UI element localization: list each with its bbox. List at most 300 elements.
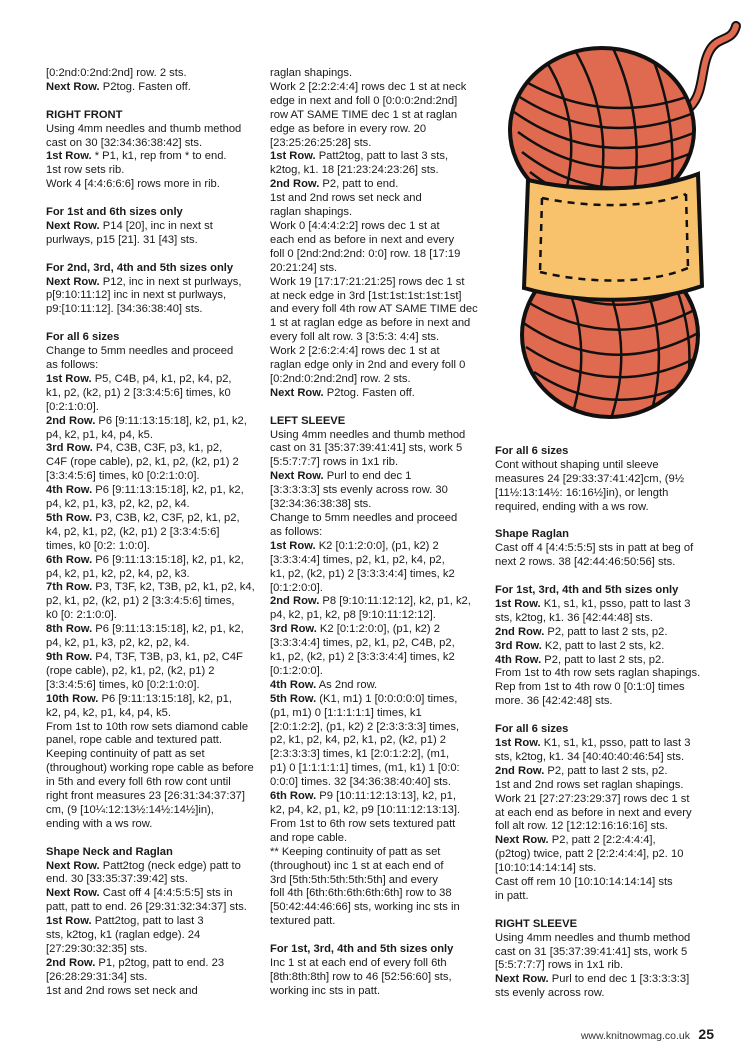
line-text: textured patt.	[270, 915, 336, 928]
pattern-line	[495, 542, 720, 556]
line-text: As 2nd row.	[316, 678, 378, 691]
pattern-line	[495, 640, 720, 654]
line-text: From 1st to 4th row sets raglan shapings.	[495, 667, 701, 680]
line-text: foll alt row. 12 [12:12:16:16:16] sts.	[495, 820, 668, 833]
pattern-line	[495, 501, 720, 515]
pattern-line	[270, 387, 485, 401]
pattern-section	[46, 206, 261, 248]
pattern-line	[495, 473, 720, 487]
pattern-line	[270, 109, 485, 123]
row-label: 1st Row.	[46, 372, 92, 385]
line-text: P5, C4B, p4, k1, p2, k4, p2,	[91, 372, 232, 385]
pattern-section	[495, 723, 720, 904]
line-text: P6 [9:11:13:15:18], k2, p1, k2,	[95, 414, 247, 427]
line-text: raglan edge only in 2nd and every foll 0	[270, 359, 466, 372]
pattern-line	[270, 790, 485, 804]
pattern-line	[46, 985, 261, 999]
line-text: P6 [9:11:13:15:18], k2, p1,	[98, 692, 232, 705]
line-text: edge in next and foll 0 [0:0:0:2nd:2nd]	[270, 94, 458, 107]
pattern-line	[495, 654, 720, 668]
pattern-section	[46, 262, 261, 318]
pattern-section	[270, 67, 485, 401]
line-text: [11½:13:14½: 16:16½]in), or length	[495, 486, 669, 499]
line-text: (throughout) inc 1 st at each end of	[270, 859, 444, 872]
line-text: Work 19 [17:17:21:21:25] rows dec 1 st	[270, 275, 465, 288]
line-text: Work 2 [2:2:2:4:4] rows dec 1 st at neck	[270, 80, 467, 93]
pattern-line	[46, 289, 261, 303]
line-text: C4F (rope cable), p2, k1, p2, (k2, p1) 2	[46, 456, 239, 469]
pattern-line	[270, 470, 485, 484]
pattern-line	[270, 276, 485, 290]
ball-of-yarn-icon	[500, 12, 750, 442]
line-text: k2, p4, k2, p1, k4, p4, k5.	[46, 706, 172, 719]
pattern-line	[270, 206, 485, 220]
pattern-line	[270, 776, 485, 790]
line-text: [0:1:2:0:0].	[270, 664, 323, 677]
pattern-line	[46, 345, 261, 359]
pattern-line	[270, 512, 485, 526]
line-text: P4, T3F, T3B, p3, k1, p2, C4F	[92, 651, 243, 663]
section-heading: For all 6 sizes	[495, 445, 569, 457]
line-text: in 5th and every foll 6th row cont until	[46, 776, 231, 789]
line-text: ** Keeping continuity of patt as set	[270, 845, 441, 858]
line-text: required, ending with a ws row.	[495, 500, 649, 513]
pattern-line	[270, 95, 485, 109]
line-text: p4, k2, p1, k4, p4, k5.	[46, 428, 153, 441]
pattern-line	[270, 721, 485, 735]
pattern-line	[270, 832, 485, 846]
pattern-line	[270, 429, 485, 443]
pattern-line	[270, 609, 485, 623]
line-text: P2, patt to last 2 sts, p2.	[544, 625, 668, 638]
section-heading: Shape Neck and Raglan	[46, 845, 173, 858]
pattern-line	[46, 178, 261, 192]
pattern-line	[46, 651, 261, 665]
line-text: p2, k1, p2, k4, p2, k1, p2, (k2, p1) 2	[270, 734, 446, 747]
pattern-line	[46, 303, 261, 317]
text-column-2	[270, 67, 485, 999]
pattern-line	[46, 373, 261, 387]
pattern-line	[270, 498, 485, 512]
section-heading: For all 6 sizes	[495, 723, 569, 736]
pattern-line	[495, 459, 720, 473]
pattern-line	[46, 220, 261, 234]
pattern-line	[270, 874, 485, 888]
pattern-line	[270, 971, 485, 985]
pattern-line	[46, 595, 261, 609]
pattern-line	[46, 790, 261, 804]
line-text: [5:5:7:7:7] rows in 1x1 rib.	[270, 456, 399, 469]
line-text: [3:3:3:4:4] times, p2, k1, p2, k4, p2,	[270, 553, 445, 566]
pattern-line	[46, 359, 261, 373]
line-text: Using 4mm needles and thumb method	[270, 428, 466, 441]
line-text: measures 24 [29:33:37:41:42]cm, (9½	[495, 472, 685, 485]
line-text: Patt2tog, patt to last 3	[91, 915, 204, 928]
pattern-line	[46, 123, 261, 137]
pattern-line	[270, 234, 485, 248]
line-text: [8th:8th:8th] row to 46 [52:56:60] sts,	[270, 970, 452, 983]
pattern-line	[46, 637, 261, 651]
pattern-line	[270, 359, 485, 373]
section-heading: LEFT SLEEVE	[270, 414, 346, 427]
yarn-strand-color	[690, 26, 736, 107]
line-text: [3:3:4:5:6] times, k0 [0:2:1:0:0].	[46, 678, 200, 691]
pattern-line	[46, 484, 261, 498]
pattern-line	[270, 540, 485, 554]
line-text: K2, patt to last 2 sts, k2.	[541, 639, 665, 652]
line-text: P6 [9:11:13:15:18], k2, p1, k2,	[92, 553, 244, 566]
pattern-line	[495, 820, 720, 834]
pattern-line	[495, 751, 720, 765]
pattern-line	[270, 748, 485, 762]
row-label: 2nd Row.	[46, 414, 96, 427]
pattern-line	[495, 667, 720, 681]
line-text: foll 0 [2nd:2nd:2nd: 0:0] row. 18 [17:19	[270, 247, 461, 260]
pattern-line	[495, 556, 720, 570]
line-text: Cast off rem 10 [10:10:14:14:14] sts	[495, 876, 673, 889]
pattern-line	[495, 932, 720, 946]
pattern-line	[270, 985, 485, 999]
line-text: k1, p2, (k2, p1) 2 [3:3:3:4:4] times, k2	[270, 651, 455, 664]
line-text: p[9:10:11:12] inc in next st purlways,	[46, 289, 227, 302]
row-label: 5th Row.	[270, 692, 317, 705]
line-text: Work 2 [2:6:2:4:4] rows dec 1 st at	[270, 345, 440, 358]
row-label: 10th Row.	[46, 692, 99, 705]
pattern-line	[270, 262, 485, 276]
line-text: P2tog. Fasten off.	[99, 80, 191, 93]
line-text: p9:[10:11:12]. [34:36:38:40] sts.	[46, 303, 203, 316]
line-text: p2, k1, p2, (k2, p1) 2 [3:3:4:5:6] times,	[46, 595, 235, 608]
page-number: 25	[698, 1026, 714, 1042]
pattern-line	[270, 164, 485, 178]
row-label: 1st Row.	[46, 915, 92, 928]
pattern-line	[270, 123, 485, 137]
line-text: k4, p2, k1, p2, (k2, p1) 2 [3:3:4:5:6]	[46, 525, 220, 538]
row-label: 2nd Row.	[495, 764, 545, 777]
pattern-line	[46, 429, 261, 443]
pattern-line	[46, 150, 261, 164]
pattern-line	[270, 707, 485, 721]
line-text: * P1, k1, rep from * to end.	[91, 150, 227, 163]
line-text: k2tog, k1. 18 [21:23:24:23:26] sts.	[270, 164, 439, 177]
pattern-line	[495, 973, 720, 987]
line-text: 20:21:24] sts.	[270, 261, 338, 274]
line-text: every foll alt row. 3 [3:5:3: 4:4] sts.	[270, 331, 440, 344]
line-text: working inc sts in patt.	[270, 984, 381, 997]
pattern-section	[46, 67, 261, 95]
line-text: [32:34:36:38:38] sts.	[270, 498, 372, 511]
line-text: p4, k2, p1, k2, p2, k4, p2, k3.	[46, 567, 190, 580]
line-text: end. 30 [33:35:37:39:42] sts.	[46, 873, 188, 886]
pattern-line	[46, 498, 261, 512]
pattern-line	[46, 943, 261, 957]
pattern-line	[270, 484, 485, 498]
line-text: cast on 31 [35:37:39:41:41] sts, work 5	[270, 442, 463, 455]
page-footer	[581, 1026, 714, 1044]
section-heading: For 1st and 6th sizes only	[46, 206, 183, 219]
line-text: P2tog. Fasten off.	[323, 386, 415, 399]
section-heading: For all 6 sizes	[46, 331, 120, 344]
line-text: [5:5:7:7:7] rows in 1x1 rib.	[495, 959, 624, 972]
line-text: sts evenly across row.	[495, 987, 605, 1000]
pattern-line	[46, 971, 261, 985]
pattern-line	[46, 762, 261, 776]
pattern-line	[46, 957, 261, 971]
pattern-line	[46, 401, 261, 415]
pattern-line	[270, 762, 485, 776]
line-text: 1st and 2nd rows set neck and	[270, 192, 422, 205]
pattern-line	[270, 192, 485, 206]
line-text: [27:29:30:32:35] sts.	[46, 943, 148, 956]
pattern-line	[270, 442, 485, 456]
line-text: [2:0:1:2:2], (p1, k2) 2 [2:3:3:3:3] times,	[270, 720, 460, 733]
pattern-line	[46, 568, 261, 582]
line-text: From 1st to 10th row sets diamond cable	[46, 720, 249, 733]
pattern-line	[46, 860, 261, 874]
line-text: as follows:	[46, 358, 99, 371]
pattern-line	[495, 876, 720, 890]
pattern-line	[495, 626, 720, 640]
row-label: 3rd Row.	[270, 623, 317, 636]
pattern-line	[270, 693, 485, 707]
pattern-line	[46, 415, 261, 429]
line-text: Work 21 [27:27:23:29:37] rows dec 1 st	[495, 792, 690, 805]
line-text: (rope cable), p2, k1, p2, (k2, p1) 2	[46, 664, 215, 677]
pattern-line	[46, 707, 261, 721]
section-heading: RIGHT SLEEVE	[495, 917, 578, 930]
line-text: [3:3:3:3:3] sts evenly across row. 30	[270, 484, 448, 497]
pattern-line	[270, 331, 485, 345]
pattern-line	[270, 818, 485, 832]
line-text: as follows:	[270, 525, 323, 538]
pattern-line	[46, 470, 261, 484]
line-text: P12, inc in next st purlways,	[99, 275, 242, 288]
pattern-line	[46, 693, 261, 707]
pattern-line	[270, 373, 485, 387]
line-text: P2, patt to last 2 sts, p2.	[541, 653, 665, 666]
row-label: 2nd Row.	[270, 178, 320, 191]
pattern-line	[270, 804, 485, 818]
line-text: 0:0:0] times. 32 [34:36:38:40:40] sts.	[270, 776, 451, 789]
line-text: Change to 5mm needles and proceed	[46, 345, 234, 358]
line-text: 1st and 2nd rows set neck and	[46, 984, 198, 997]
pattern-line	[46, 804, 261, 818]
pattern-line	[270, 860, 485, 874]
row-label: Next Row.	[270, 386, 324, 399]
line-text: k2, p4, k2, p1, k2, p9 [10:11:12:13:13].	[270, 804, 461, 817]
line-text: 1 st at raglan edge as before in next and	[270, 317, 471, 330]
line-text: and every foll 4th row AT SAME TIME dec	[270, 303, 478, 316]
pattern-line	[270, 901, 485, 915]
line-text: [2:3:3:3:3] times, k1 [2:0:1:2:2], (m1,	[270, 748, 450, 761]
line-text: right front measures 23 [26:31:34:37:37]	[46, 790, 246, 803]
row-label: Next Row.	[46, 275, 100, 288]
row-label: 4th Row.	[495, 653, 542, 666]
row-label: Next Row.	[495, 973, 549, 986]
line-text: Patt2tog (neck edge) patt to	[99, 859, 241, 872]
pattern-line	[270, 887, 485, 901]
row-label: 1st Row.	[495, 736, 541, 749]
pattern-section	[46, 109, 261, 192]
pattern-line	[46, 276, 261, 290]
row-label: 6th Row.	[270, 790, 317, 803]
footer-website: www.knitnowmag.co.uk	[580, 1030, 690, 1042]
line-text: sts, k2tog, k1 (raglan edge). 24	[46, 929, 201, 942]
row-label: Next Row.	[46, 887, 100, 900]
line-text: [0:1:2:0:0].	[270, 581, 323, 594]
pattern-line	[46, 81, 261, 95]
section-heading: For 1st, 3rd, 4th and 5th sizes only	[495, 584, 679, 597]
section-heading: For 1st, 3rd, 4th and 5th sizes only	[270, 943, 454, 956]
pattern-line	[270, 303, 485, 317]
line-text: P14 [20], inc in next st	[99, 219, 213, 232]
pattern-line	[495, 612, 720, 626]
pattern-line	[270, 220, 485, 234]
pattern-section	[46, 331, 261, 832]
pattern-line	[270, 846, 485, 860]
line-text: [0:2nd:0:2nd:2nd] row. 2 sts.	[270, 372, 411, 385]
row-label: Next Row.	[46, 80, 100, 93]
pattern-line	[46, 234, 261, 248]
pattern-line	[270, 67, 485, 81]
line-text: row AT SAME TIME dec 1 st at raglan	[270, 108, 458, 121]
pattern-section	[495, 584, 720, 709]
section-heading: RIGHT FRONT	[46, 108, 123, 121]
pattern-line	[495, 848, 720, 862]
pattern-line	[495, 598, 720, 612]
line-text: times, k0 [0:2: 1:0:0].	[46, 539, 150, 552]
line-text: more. 36 [42:42:48] sts.	[495, 695, 613, 708]
row-label: 5th Row.	[46, 511, 93, 524]
line-text: Rep from 1st to 4th row 0 [0:1:0] times	[495, 681, 685, 694]
pattern-line	[46, 873, 261, 887]
pattern-line	[270, 137, 485, 151]
pattern-line	[270, 957, 485, 971]
pattern-line	[46, 554, 261, 568]
row-label: Next Row.	[46, 219, 100, 232]
pattern-line	[495, 890, 720, 904]
pattern-line	[46, 818, 261, 832]
line-text: K2 [0:1:2:0:0], (p1, k2) 2	[315, 539, 439, 552]
line-text: Keeping continuity of patt as set	[46, 748, 205, 761]
line-text: edge as before in every row. 20	[270, 122, 427, 135]
pattern-line	[495, 681, 720, 695]
pattern-line	[495, 834, 720, 848]
pattern-line	[46, 456, 261, 470]
line-text: next 2 rows. 38 [42:44:46:50:56] sts.	[495, 556, 676, 569]
pattern-line	[270, 178, 485, 192]
pattern-line	[46, 776, 261, 790]
pattern-line	[270, 582, 485, 596]
pattern-line	[46, 609, 261, 623]
pattern-section	[495, 918, 720, 1001]
pattern-line	[270, 595, 485, 609]
pattern-line	[46, 67, 261, 81]
pattern-line	[270, 456, 485, 470]
pattern-line	[270, 734, 485, 748]
line-text: Change to 5mm needles and proceed	[270, 511, 458, 524]
pattern-line	[270, 915, 485, 929]
line-text: [23:25:26:25:28] sts.	[270, 136, 372, 149]
line-text: p4, k2, p1, k3, p2, k2, p2, k4.	[46, 498, 190, 511]
pattern-line	[46, 915, 261, 929]
line-text: Purl to end dec 1 [3:3:3:3:3]	[548, 973, 690, 986]
line-text: raglan shapings.	[270, 67, 353, 79]
line-text: p4, k2, p1, k3, p2, k2, p2, k4.	[46, 637, 190, 650]
pattern-line	[270, 554, 485, 568]
pattern-line	[495, 862, 720, 876]
pattern-section	[495, 528, 720, 570]
row-label: Next Row.	[495, 834, 549, 847]
pattern-line	[46, 679, 261, 693]
line-text: [50:42:44:46:66] sts, working inc sts in	[270, 901, 460, 914]
pattern-line	[46, 540, 261, 554]
line-text: 3rd [5th:5th:5th:5th:5th] and every	[270, 873, 438, 886]
line-text: K1, s1, k1, psso, patt to last 3	[540, 597, 691, 610]
row-label: 6th Row.	[46, 553, 93, 566]
pattern-line	[46, 164, 261, 178]
pattern-line	[46, 901, 261, 915]
row-label: 4th Row.	[270, 678, 317, 691]
line-text: each end as before in next and every	[270, 233, 455, 246]
line-text: Cont without shaping until sleeve	[495, 458, 659, 471]
pattern-line	[46, 442, 261, 456]
line-text: k0 [0: 2:1:0:0].	[46, 609, 117, 622]
line-text: P2, patt to last 2 sts, p2.	[544, 764, 668, 777]
pattern-line	[495, 487, 720, 501]
line-text: Patt2tog, patt to last 3 sts,	[315, 150, 449, 163]
pattern-line	[270, 81, 485, 95]
line-text: From 1st to 6th row sets textured patt	[270, 817, 456, 830]
row-label: 1st Row.	[270, 539, 316, 552]
row-label: 9th Row.	[46, 651, 93, 663]
line-text: Using 4mm needles and thumb method	[495, 931, 691, 944]
line-text: cast on 30 [32:34:36:38:42] sts.	[46, 136, 203, 149]
line-text: P8 [9:10:11:12:12], k2, p1, k2,	[319, 595, 471, 608]
line-text: P1, p2tog, patt to end. 23	[95, 956, 225, 969]
line-text: patt, patt to end. 26 [29:31:32:34:37] sts.	[46, 901, 247, 914]
row-label: 8th Row.	[46, 623, 93, 636]
line-text: and rope cable.	[270, 831, 348, 844]
line-text: at each end as before in next and every	[495, 806, 692, 819]
line-text: cast on 31 [35:37:39:41:41] sts, work 5	[495, 945, 688, 958]
line-text: [26:28:29:31:34] sts.	[46, 970, 148, 983]
line-text: P2, patt 2 [2:2:4:4:4],	[548, 834, 656, 847]
line-text: raglan shapings.	[270, 206, 353, 219]
line-text: cm, (9 [10¼:12:13½:14½:14½]in),	[46, 803, 214, 816]
pattern-line	[270, 651, 485, 665]
line-text: Using 4mm needles and thumb method	[46, 122, 242, 135]
line-text: [0:2nd:0:2nd:2nd] row. 2 sts.	[46, 67, 187, 79]
line-text: sts, k2tog, k1. 34 [40:40:40:46:54] sts.	[495, 750, 685, 763]
pattern-line	[495, 807, 720, 821]
pattern-line	[270, 150, 485, 164]
line-text: k1, p2, (k2, p1) 2 [3:3:3:4:4] times, k2	[270, 567, 455, 580]
line-text: Work 4 [4:4:6:6:6] rows more in rib.	[46, 178, 220, 191]
row-label: 4th Row.	[46, 484, 93, 497]
section-heading: For 2nd, 3rd, 4th and 5th sizes only	[46, 261, 234, 274]
pattern-line	[270, 345, 485, 359]
row-label: 7th Row.	[46, 581, 93, 594]
row-label: 3rd Row.	[46, 442, 93, 455]
line-text: (p1, m1) 0 [1:1:1:1:1] times, k1	[270, 706, 422, 719]
line-text: P3, C3B, k2, C3F, p2, k1, p2,	[92, 511, 240, 524]
text-column-3	[495, 445, 720, 1001]
row-label: 2nd Row.	[46, 956, 96, 969]
row-label: 1st Row.	[495, 597, 541, 610]
pattern-line	[270, 526, 485, 540]
pattern-section	[46, 846, 261, 999]
